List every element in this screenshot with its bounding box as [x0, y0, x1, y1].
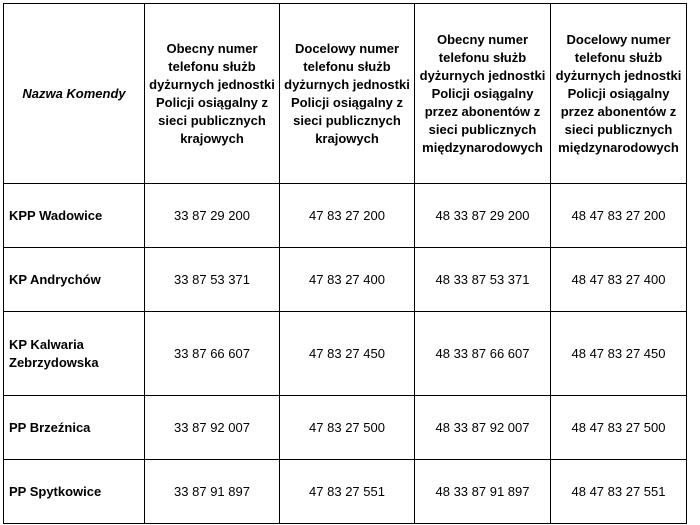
- target-national-number: 47 83 27 200: [280, 184, 415, 248]
- target-international-number: 48 47 83 27 450: [551, 312, 687, 396]
- target-international-number: 48 47 83 27 500: [551, 396, 687, 460]
- target-national-number: 47 83 27 400: [280, 248, 415, 312]
- table-row: [4, 248, 687, 312]
- table-header-row: [4, 4, 687, 184]
- current-national-number: 33 87 29 200: [145, 184, 280, 248]
- header-current-international: Obecny numer telefonu służb dyżurnych jednostki Policji osiągalny przez abonentów z sieci publicznych międzynarodowych: [415, 4, 551, 184]
- target-international-number: 48 47 83 27 200: [551, 184, 687, 248]
- current-international-number: 48 33 87 29 200: [415, 184, 551, 248]
- current-national-number: 33 87 53 371: [145, 248, 280, 312]
- target-national-number: 47 83 27 450: [280, 312, 415, 396]
- unit-name: KP Andrychów: [4, 248, 145, 312]
- unit-name: KPP Wadowice: [4, 184, 145, 248]
- unit-name: PP Spytkowice: [4, 460, 145, 524]
- header-target-national: Docelowy numer telefonu służb dyżurnych jednostki Policji osiągalny z sieci publicznych krajowych: [280, 4, 415, 184]
- unit-name: KP Kalwaria Zebrzydowska: [4, 312, 145, 396]
- table-row: [4, 184, 687, 248]
- current-international-number: 48 33 87 53 371: [415, 248, 551, 312]
- target-national-number: 47 83 27 500: [280, 396, 415, 460]
- phone-numbers-table: [3, 3, 687, 524]
- target-international-number: 48 47 83 27 400: [551, 248, 687, 312]
- current-national-number: 33 87 91 897: [145, 460, 280, 524]
- current-national-number: 33 87 66 607: [145, 312, 280, 396]
- header-target-international: Docelowy numer telefonu służb dyżurnych jednostki Policji osiągalny przez abonentów z sieci publicznych międzynarodowych: [551, 4, 687, 184]
- table-row: [4, 396, 687, 460]
- target-national-number: 47 83 27 551: [280, 460, 415, 524]
- current-national-number: 33 87 92 007: [145, 396, 280, 460]
- unit-name: PP Brzeźnica: [4, 396, 145, 460]
- table-row: [4, 460, 687, 524]
- current-international-number: 48 33 87 66 607: [415, 312, 551, 396]
- table-row: [4, 312, 687, 396]
- header-current-national: Obecny numer telefonu służb dyżurnych jednostki Policji osiągalny z sieci publicznych krajowych: [145, 4, 280, 184]
- header-unit-name: Nazwa Komendy: [4, 4, 145, 184]
- target-international-number: 48 47 83 27 551: [551, 460, 687, 524]
- current-international-number: 48 33 87 91 897: [415, 460, 551, 524]
- current-international-number: 48 33 87 92 007: [415, 396, 551, 460]
